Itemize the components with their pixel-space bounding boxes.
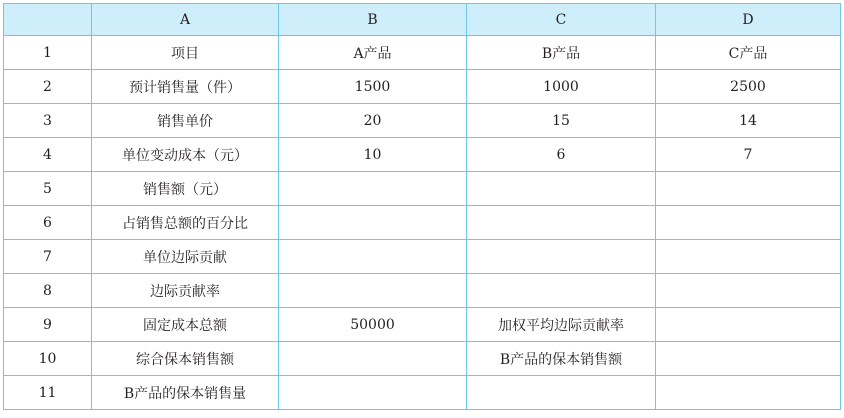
- row-header[interactable]: 10: [4, 342, 92, 376]
- cell-b11[interactable]: [279, 376, 467, 410]
- table-row: [4, 342, 841, 376]
- cell-d3[interactable]: 14: [656, 104, 841, 138]
- row-header[interactable]: 11: [4, 376, 92, 410]
- cell-d7[interactable]: [656, 240, 841, 274]
- cell-c8[interactable]: [467, 274, 656, 308]
- grid-body: [4, 36, 841, 410]
- row-header[interactable]: 4: [4, 138, 92, 172]
- cell-c10[interactable]: B产品的保本销售额: [467, 342, 656, 376]
- cell-b5[interactable]: [279, 172, 467, 206]
- table-row: [4, 36, 841, 70]
- table-row: [4, 138, 841, 172]
- cell-d4[interactable]: 7: [656, 138, 841, 172]
- row-header[interactable]: 8: [4, 274, 92, 308]
- cell-d9[interactable]: [656, 308, 841, 342]
- cell-b1[interactable]: A产品: [279, 36, 467, 70]
- cell-c11[interactable]: [467, 376, 656, 410]
- column-header-c[interactable]: C: [467, 4, 656, 36]
- table-row: [4, 104, 841, 138]
- row-header[interactable]: 7: [4, 240, 92, 274]
- cell-b8[interactable]: [279, 274, 467, 308]
- cell-a3[interactable]: 销售单价: [92, 104, 279, 138]
- cell-c4[interactable]: 6: [467, 138, 656, 172]
- table-row: [4, 206, 841, 240]
- cell-b9[interactable]: 50000: [279, 308, 467, 342]
- table-row: [4, 376, 841, 410]
- cell-a9[interactable]: 固定成本总额: [92, 308, 279, 342]
- cell-c6[interactable]: [467, 206, 656, 240]
- cell-c2[interactable]: 1000: [467, 70, 656, 104]
- spreadsheet-grid: [3, 3, 841, 410]
- column-header-row: [4, 4, 841, 36]
- cell-c3[interactable]: 15: [467, 104, 656, 138]
- cell-a2[interactable]: 预计销售量（件）: [92, 70, 279, 104]
- corner-cell[interactable]: [4, 4, 92, 36]
- cell-b10[interactable]: [279, 342, 467, 376]
- cell-b3[interactable]: 20: [279, 104, 467, 138]
- cell-d8[interactable]: [656, 274, 841, 308]
- table-row: [4, 308, 841, 342]
- cell-d1[interactable]: C产品: [656, 36, 841, 70]
- cell-b4[interactable]: 10: [279, 138, 467, 172]
- column-header-b[interactable]: B: [279, 4, 467, 36]
- cell-c9[interactable]: 加权平均边际贡献率: [467, 308, 656, 342]
- cell-d6[interactable]: [656, 206, 841, 240]
- cell-c7[interactable]: [467, 240, 656, 274]
- cell-a5[interactable]: 销售额（元）: [92, 172, 279, 206]
- cell-a10[interactable]: 综合保本销售额: [92, 342, 279, 376]
- row-header[interactable]: 5: [4, 172, 92, 206]
- cell-d5[interactable]: [656, 172, 841, 206]
- cell-d11[interactable]: [656, 376, 841, 410]
- cell-b2[interactable]: 1500: [279, 70, 467, 104]
- cell-a4[interactable]: 单位变动成本（元）: [92, 138, 279, 172]
- cell-a11[interactable]: B产品的保本销售量: [92, 376, 279, 410]
- column-header-a[interactable]: A: [92, 4, 279, 36]
- row-header[interactable]: 3: [4, 104, 92, 138]
- cell-d10[interactable]: [656, 342, 841, 376]
- cell-a8[interactable]: 边际贡献率: [92, 274, 279, 308]
- row-header[interactable]: 1: [4, 36, 92, 70]
- row-header[interactable]: 2: [4, 70, 92, 104]
- table-row: [4, 172, 841, 206]
- cell-a1[interactable]: 项目: [92, 36, 279, 70]
- cell-a6[interactable]: 占销售总额的百分比: [92, 206, 279, 240]
- cell-a7[interactable]: 单位边际贡献: [92, 240, 279, 274]
- table-row: [4, 70, 841, 104]
- table-row: [4, 240, 841, 274]
- column-header-d[interactable]: D: [656, 4, 841, 36]
- cell-d2[interactable]: 2500: [656, 70, 841, 104]
- row-header[interactable]: 6: [4, 206, 92, 240]
- cell-c1[interactable]: B产品: [467, 36, 656, 70]
- cell-c5[interactable]: [467, 172, 656, 206]
- cell-b7[interactable]: [279, 240, 467, 274]
- row-header[interactable]: 9: [4, 308, 92, 342]
- table-row: [4, 274, 841, 308]
- cell-b6[interactable]: [279, 206, 467, 240]
